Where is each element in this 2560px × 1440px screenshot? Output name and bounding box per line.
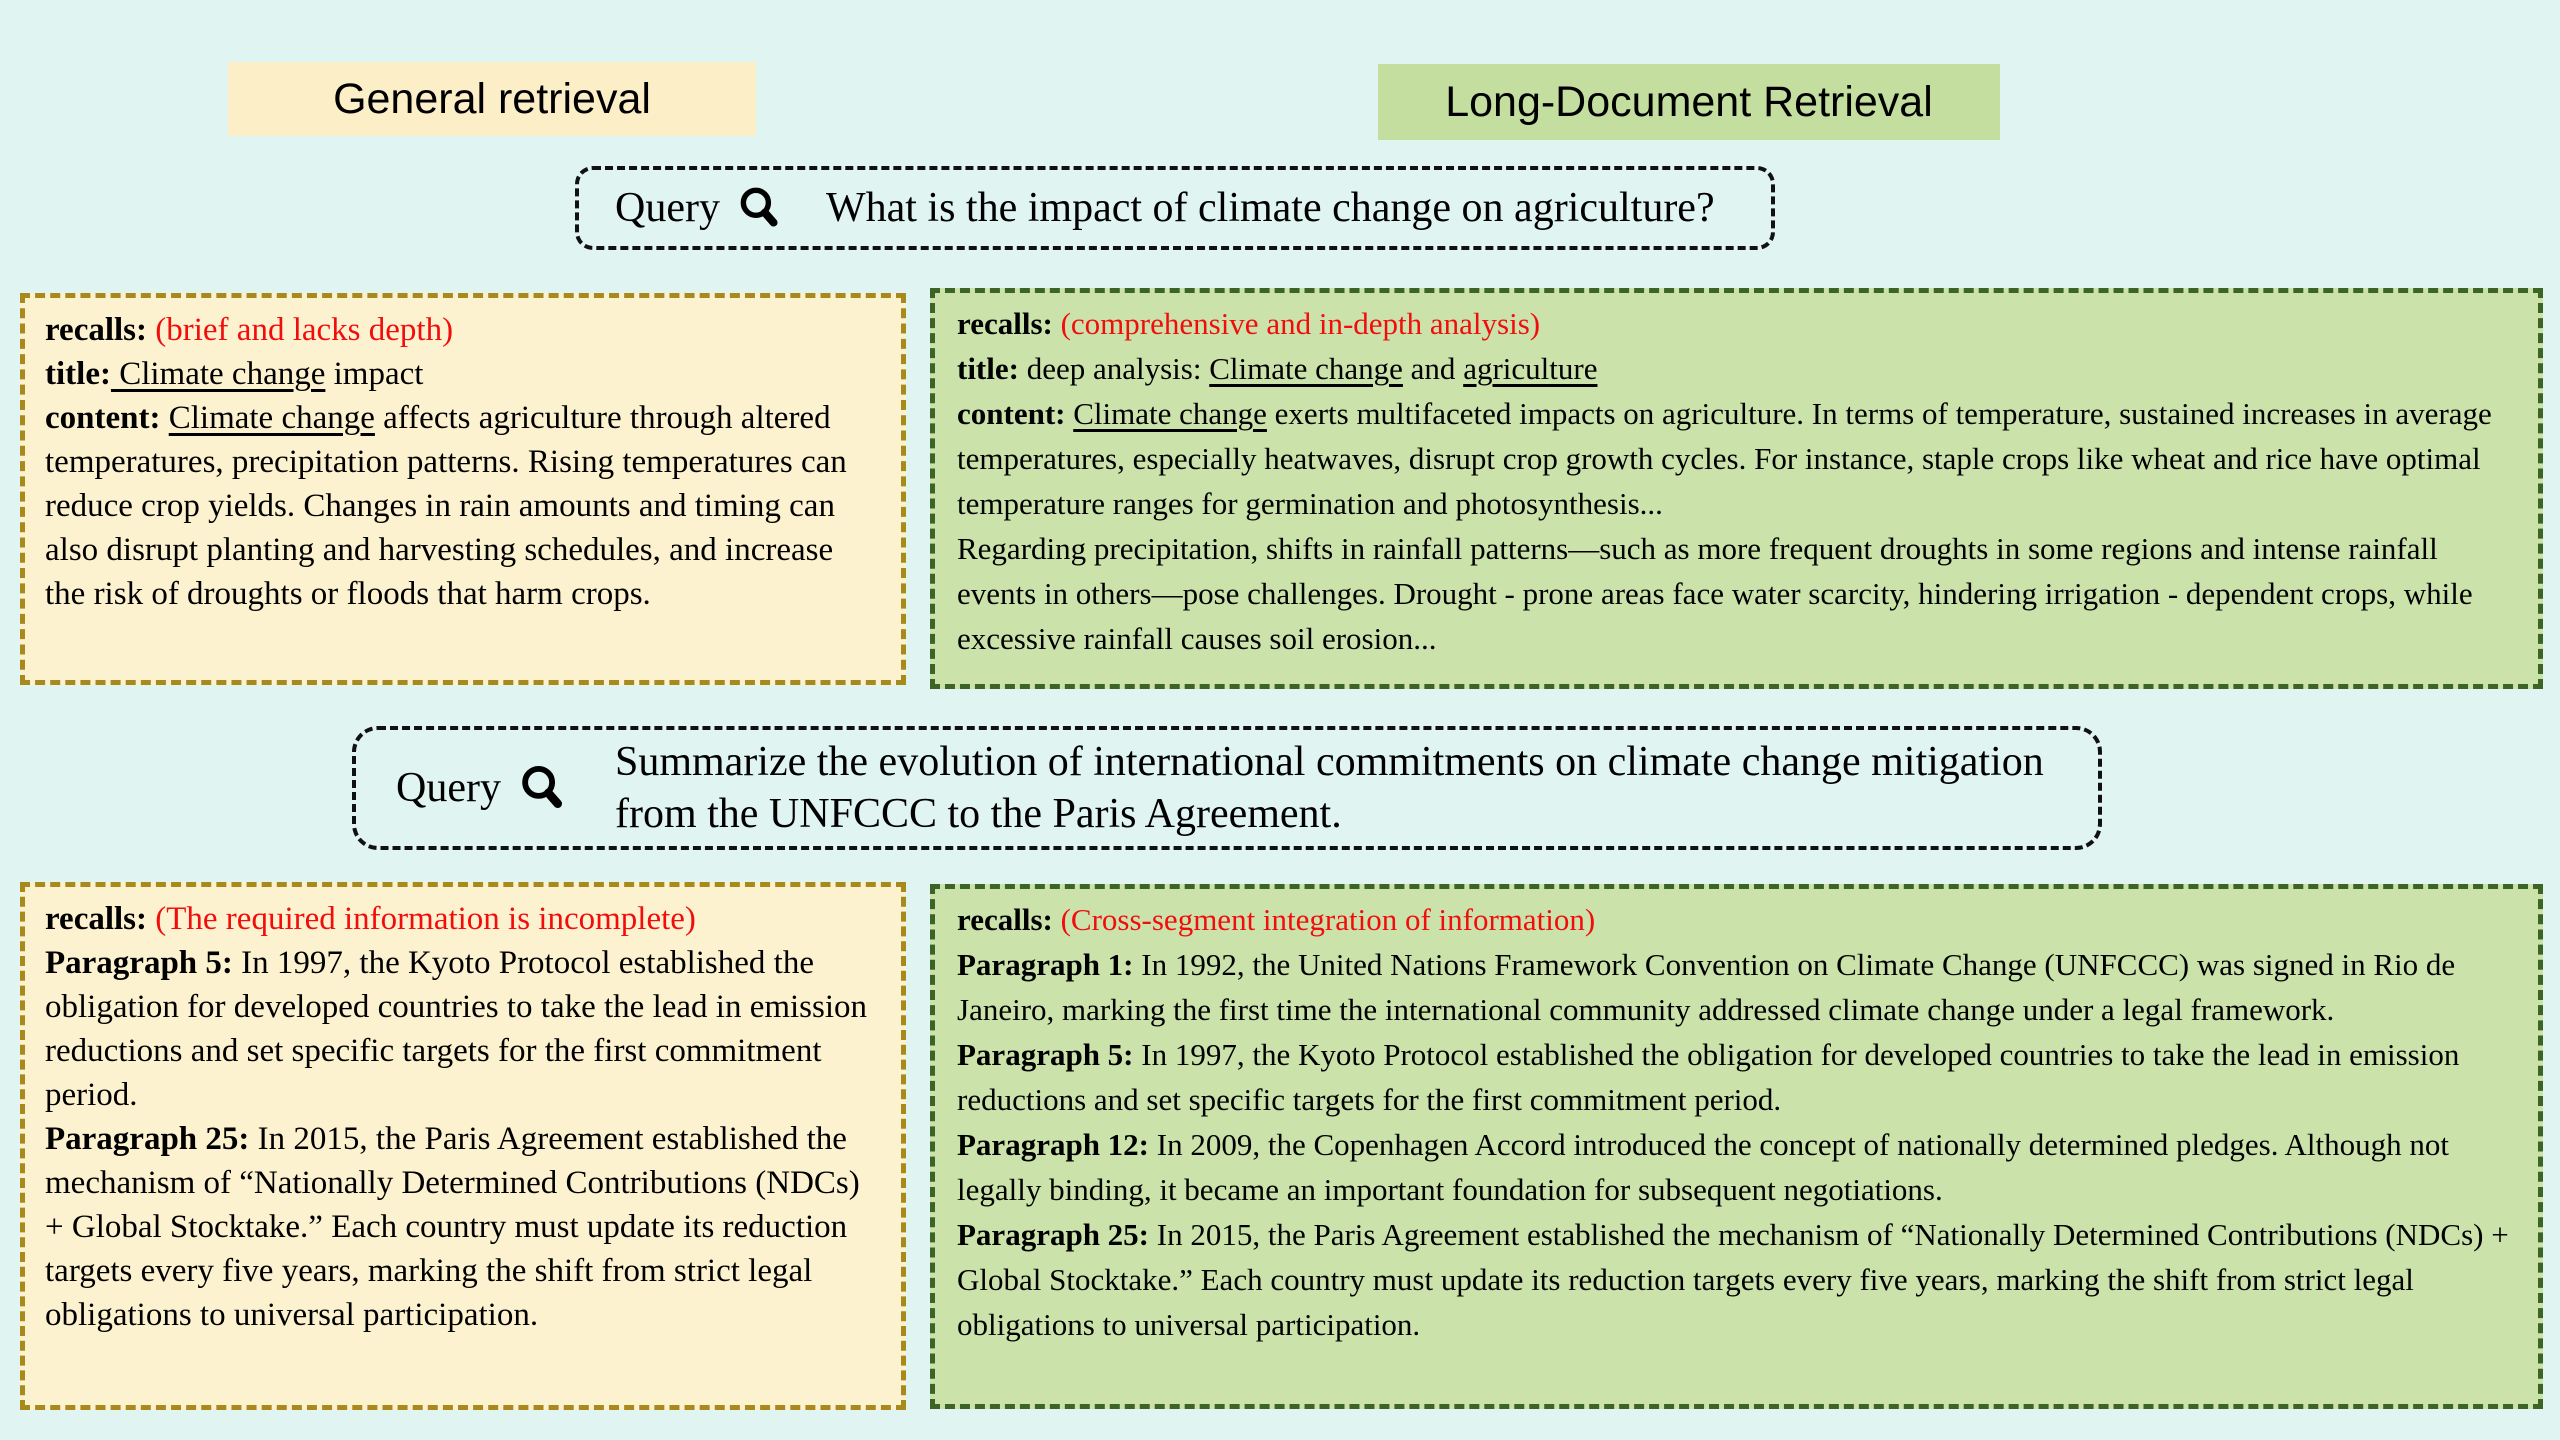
panel-general-recalls-1	[20, 293, 906, 685]
paragraph	[957, 1212, 2516, 1347]
text-segment: In 1997, the Kyoto Protocol established the obligation for developed countries to take the lead in emission reductions and set specific targets for the first commitment period.	[45, 945, 868, 1113]
paragraph	[957, 301, 2516, 346]
paragraph	[45, 352, 881, 396]
query-box-2	[352, 726, 2102, 850]
paragraph	[45, 308, 881, 352]
text-segment: Climate change	[1209, 351, 1403, 386]
paragraph	[957, 897, 2516, 942]
text-segment: (The required information is incomplete)	[155, 901, 696, 937]
text-segment: (Cross-segment integration of information)	[1060, 902, 1596, 937]
text-segment: Climate change	[168, 400, 375, 436]
text-segment: agriculture	[1463, 351, 1598, 386]
text-segment: impact	[325, 356, 424, 392]
magnifier-icon	[734, 183, 784, 233]
text-segment: Paragraph 5:	[45, 945, 242, 981]
text-segment: (brief and lacks depth)	[155, 312, 454, 348]
magnifier-icon	[515, 761, 569, 815]
text-segment: affects agriculture through altered temperatures, precipitation patterns. Rising temperatures can reduce crop yields. Changes in rain amounts and timing can also disrupt planting and harvesting schedules, and increase the risk of droughts or floods that harm crops.	[45, 400, 847, 612]
text-segment: Regarding precipitation, shifts in rainfall patterns—such as more frequent droughts in some regions and intense rainfall events in others—pose challenges. Drought - prone areas face water scarcity, hindering irrigation - dependent crops, while excessive rainfall causes soil erosion...	[957, 531, 2473, 656]
text-segment: In 1992, the United Nations Framework Convention on Climate Change (UNFCCC) was signed in Rio de Janeiro, marking the first time the international community addressed climate change under a legal framework.	[957, 947, 2456, 1027]
text-segment: In 2015, the Paris Agreement established the mechanism of “Nationally Determined Contributions (NDCs) + Global Stocktake.” Each country must update its reduction targets every five years, marking the shift from strict legal obligations to universal participation.	[45, 1121, 860, 1333]
paragraph	[957, 1032, 2516, 1122]
paragraph	[957, 346, 2516, 391]
text-segment: recalls:	[957, 902, 1061, 937]
panel-longdoc-recalls-2	[930, 884, 2543, 1409]
query-label: Query	[615, 185, 720, 231]
paragraph	[957, 391, 2516, 526]
text-segment: Paragraph 12:	[957, 1127, 1157, 1162]
text-segment: Paragraph 25:	[957, 1217, 1157, 1252]
label-general-retrieval: General retrieval	[228, 62, 756, 136]
text-segment: In 2015, the Paris Agreement established the mechanism of “Nationally Determined Contributions (NDCs) + Global Stocktake.” Each country must update its reduction targets every five years, marking the shift from strict legal obligations to universal participation.	[957, 1217, 2509, 1342]
text-segment: content:	[45, 400, 169, 436]
query-text: Summarize the evolution of international commitments on climate change mitigation from the UNFCCC to the Paris Agreement.	[614, 739, 2044, 837]
text-segment: Paragraph 1:	[957, 947, 1142, 982]
text-segment: and	[1402, 351, 1464, 386]
paragraph	[45, 1117, 881, 1337]
text-segment: exerts multifaceted impacts on agriculture. In terms of temperature, sustained increases in average temperatures, especially heatwaves, disrupt crop growth cycles. For instance, staple crops like wheat and rice have optimal temperature ranges for germination and photosynthesis...	[957, 396, 2492, 521]
text-segment: content:	[957, 396, 1074, 431]
text-segment: Paragraph 5:	[957, 1037, 1142, 1072]
text-segment: deep analysis:	[1018, 351, 1210, 386]
text-segment: Climate change	[1073, 396, 1267, 431]
paragraph	[957, 1122, 2516, 1212]
panel-longdoc-recalls-1	[930, 288, 2543, 689]
panel-general-recalls-2	[20, 882, 906, 1410]
text-segment: (comprehensive and in-depth analysis)	[1060, 306, 1541, 341]
paragraph	[45, 897, 881, 941]
text-segment: recalls:	[45, 901, 156, 937]
text-segment: In 1997, the Kyoto Protocol established the obligation for developed countries to take the lead in emission reductions and set specific targets for the first commitment period.	[957, 1037, 2460, 1117]
label-long-document-retrieval: Long-Document Retrieval	[1378, 64, 2000, 140]
paragraph	[45, 941, 881, 1117]
text-segment: Paragraph 25:	[45, 1121, 258, 1157]
text-segment: Climate change	[110, 356, 326, 392]
paragraph	[957, 942, 2516, 1032]
query-text: What is the impact of climate change on agriculture?	[825, 185, 1715, 231]
text-segment: title:	[45, 356, 111, 392]
query-label: Query	[396, 765, 501, 811]
text-segment: recalls:	[957, 306, 1061, 341]
paragraph	[957, 526, 2516, 661]
query-box-1	[575, 166, 1775, 250]
paragraph	[45, 396, 881, 616]
text-segment: title:	[957, 351, 1019, 386]
text-segment: In 2009, the Copenhagen Accord introduced the concept of nationally determined pledges. Although not legally binding, it became an important foundation for subsequent negotiations.	[957, 1127, 2449, 1207]
text-segment: recalls:	[45, 312, 156, 348]
